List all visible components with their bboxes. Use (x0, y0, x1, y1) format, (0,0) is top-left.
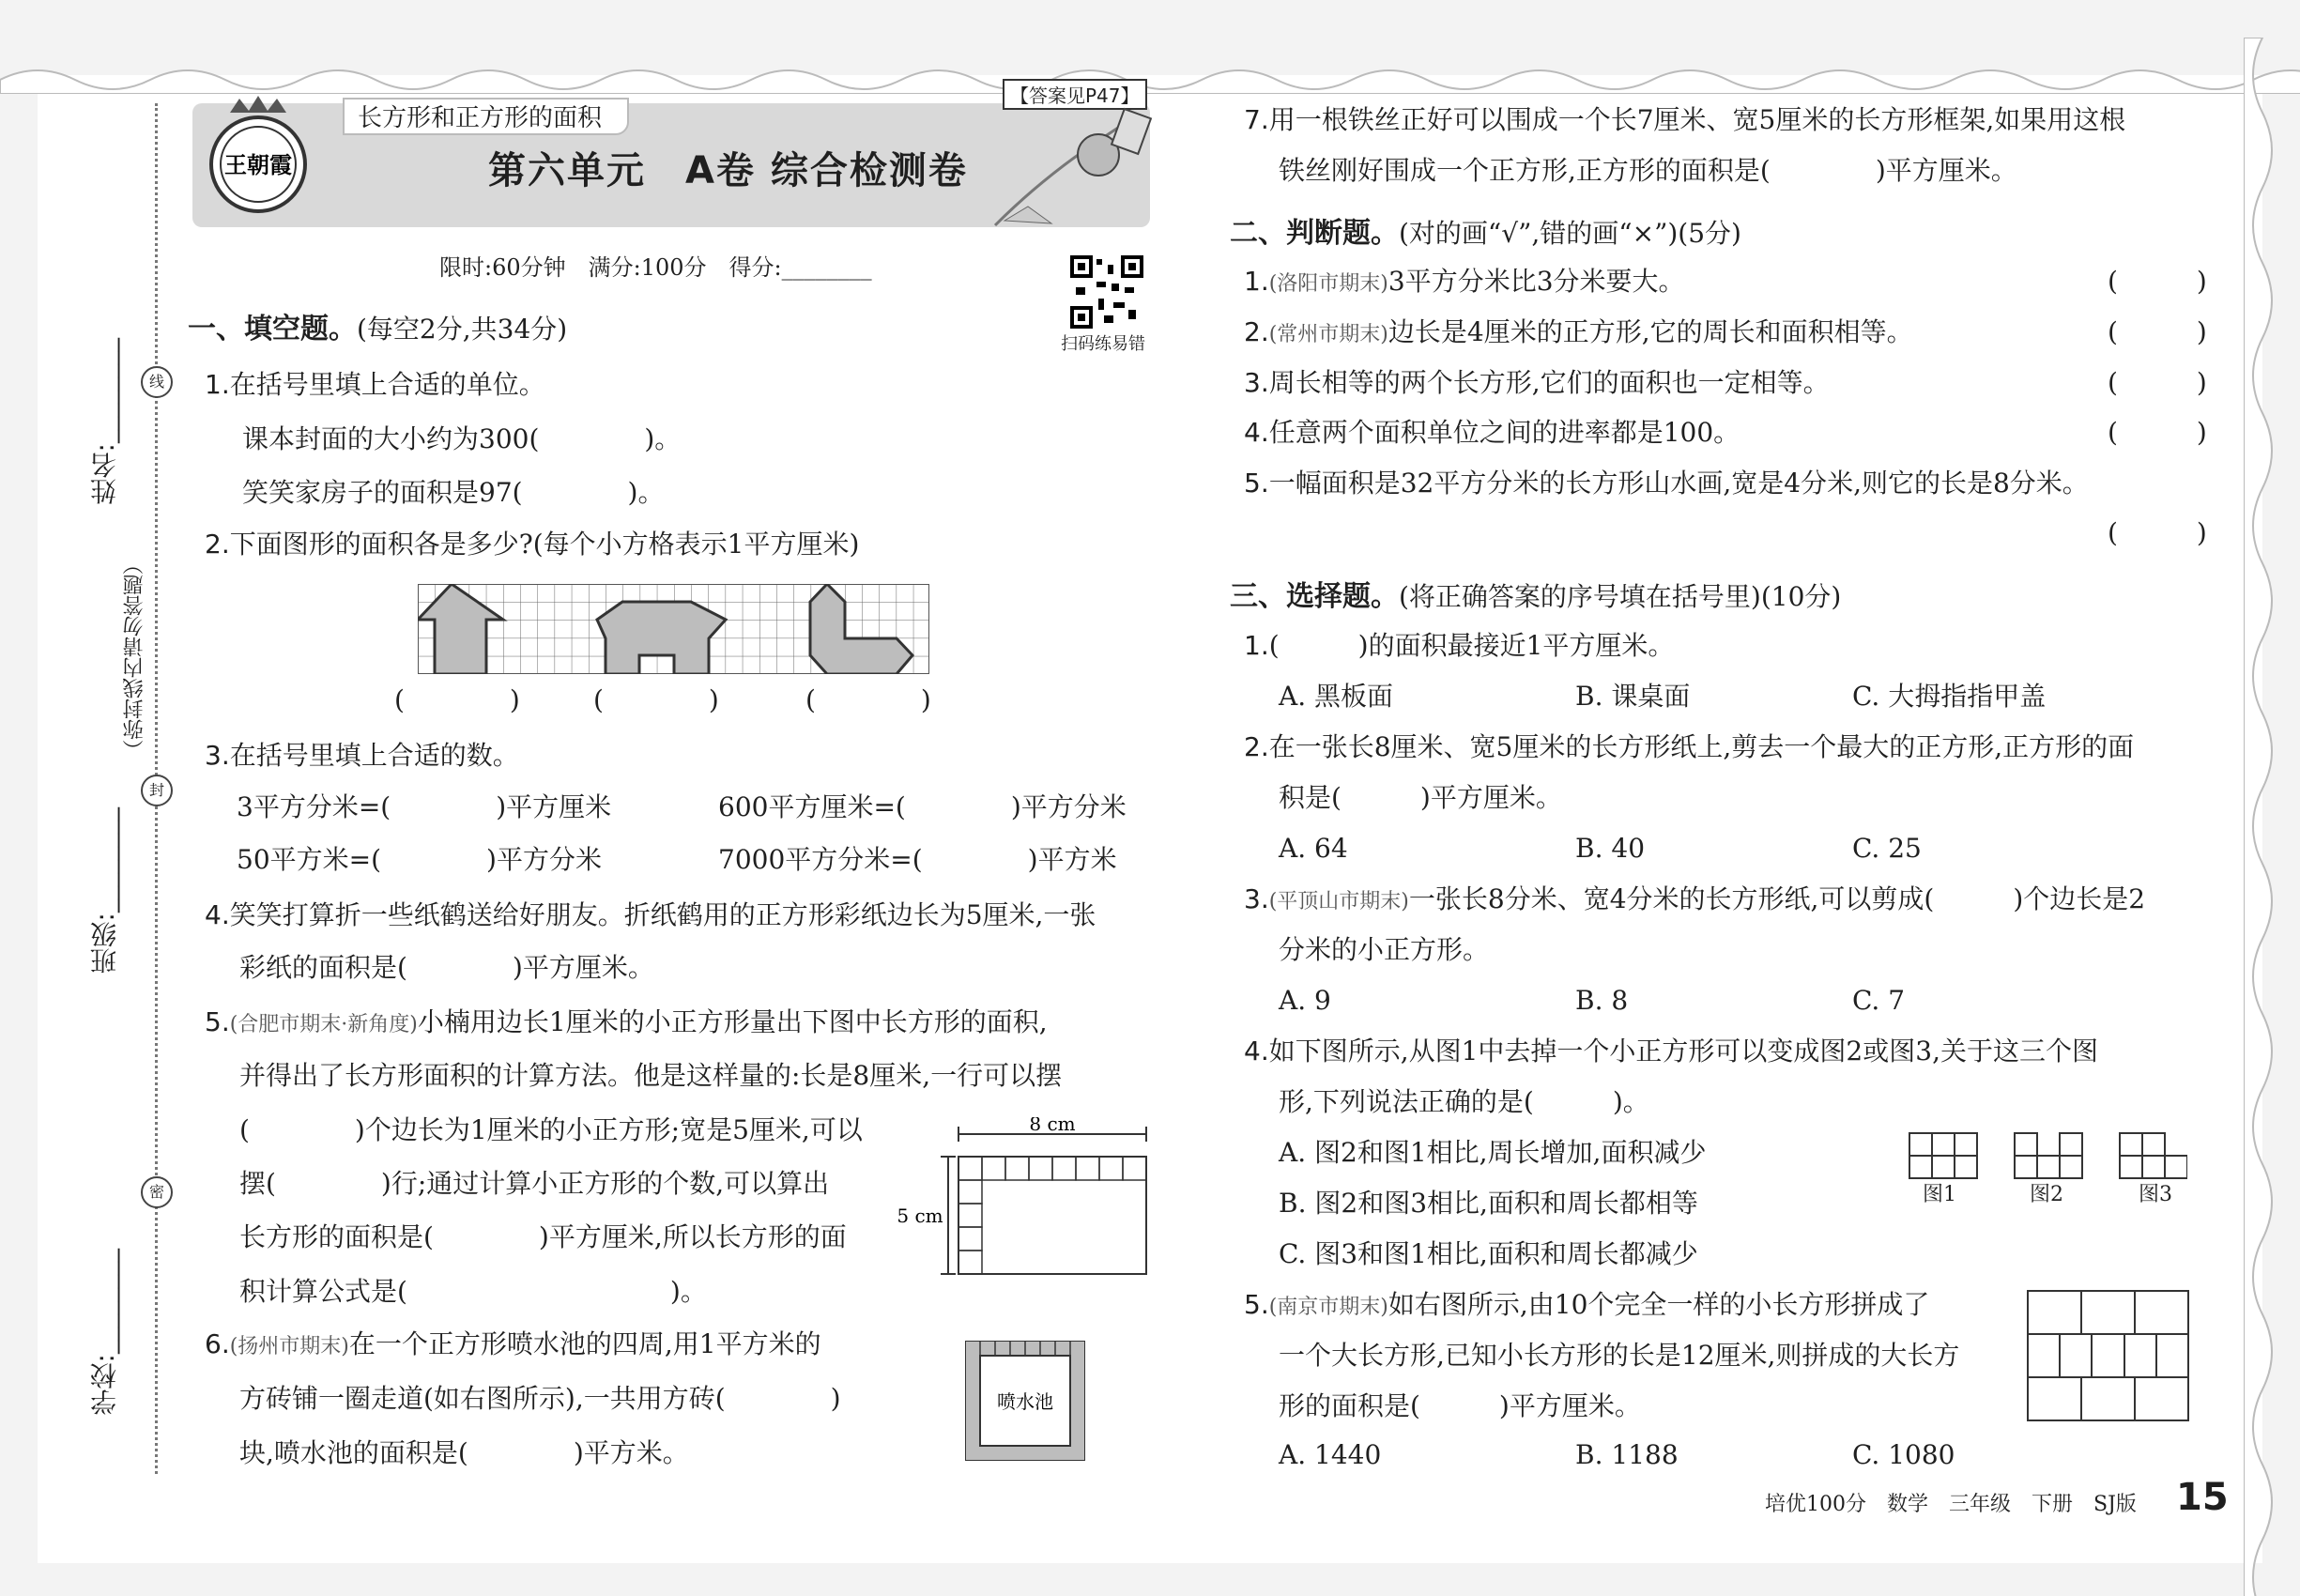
s2-item-3-text: 周长相等的两个长方形,它们的面积也一定相等。 (1268, 367, 1830, 398)
s3-q3-source: (平顶山市期末) (1268, 890, 1409, 913)
s2-item-1-answer[interactable]: ( ) (2108, 266, 2207, 297)
s3-q4-line2[interactable]: 形,下列说法正确的是( )。 (1279, 1086, 1649, 1117)
s1-q3-c[interactable]: 50平方米=( )平方分米 (237, 844, 602, 875)
s1-q5-text: 小楠用边长1厘米的小正方形量出下图中长方形的面积, (417, 1006, 1048, 1037)
s1-q6-line3[interactable]: 块,喷水池的面积是( )平方米。 (239, 1437, 689, 1468)
s1-q3-b[interactable]: 600平方厘米=( )平方分米 (718, 791, 1127, 822)
s1-q6-line2[interactable]: 方砖铺一圈走道(如右图所示),一共用方砖( ) (239, 1383, 841, 1414)
mascot-illustration (986, 103, 1155, 230)
s3-q4-num: 4. (1244, 1036, 1269, 1067)
s1-q6-fountain-figure (965, 1341, 1085, 1461)
s1-q2-blank-2[interactable]: ( ) (593, 684, 719, 715)
s3-q1-option-b[interactable]: B. 课桌面 (1575, 681, 1691, 712)
fig-top-label: 8 cm (1029, 1117, 1076, 1135)
s1-q6-source: (扬州市期末) (229, 1335, 349, 1358)
s1-q3-d[interactable]: 7000平方分米=( )平方米 (718, 844, 1117, 875)
section3-title: 三、选择题。 (1230, 580, 1399, 613)
s1-q3-num: 3. (205, 740, 230, 771)
s3-q3-line1 (1244, 882, 2145, 919)
s1-q2-text: 下面图形的面积各是多少?(每个小方格表示1平方厘米) (229, 529, 860, 560)
wavy-right-edge (2244, 38, 2300, 1596)
s2-item-3-num: 3. (1244, 367, 1269, 398)
s3-q5-tiling-figure (2026, 1289, 2190, 1422)
s3-q5-option-c[interactable]: C. 1080 (1852, 1439, 1955, 1470)
footer-series: 培优100分 数学 三年级 下册 SJ版 (1765, 1493, 2137, 1516)
s1-q1-text: 在括号里填上合适的单位。 (229, 369, 545, 400)
section2-note: (对的画“√”,错的画“×”)(5分) (1399, 218, 1741, 249)
s1-q4-line2[interactable]: 彩纸的面积是( )平方厘米。 (239, 952, 654, 983)
s1-q1 (205, 368, 545, 402)
s1-q7-text: 用一根铁丝正好可以围成一个长7厘米、宽5厘米的长方形框架,如果用这根 (1268, 104, 2126, 135)
s3-q3-option-c[interactable]: C. 7 (1852, 985, 1906, 1016)
s3-q5-source: (南京市期末) (1268, 1296, 1388, 1319)
s1-q6-num: 6. (205, 1328, 230, 1359)
s2-item-2 (1244, 315, 1913, 352)
s3-q1-text[interactable]: ( )的面积最接近1平方厘米。 (1268, 630, 1675, 661)
seal-mark-seal: 封 (141, 775, 173, 806)
fountain-label: 喷水池 (997, 1390, 1053, 1413)
s2-item-2-num: 2. (1244, 316, 1269, 347)
s1-q7-line1 (1244, 103, 2125, 137)
s3-q4-fig-label-3: 图3 (2139, 1183, 2172, 1206)
s1-q7-line2[interactable]: 铁丝刚好围成一个正方形,正方形的面积是( )平方厘米。 (1279, 155, 2017, 186)
figure-1 (1909, 1133, 1977, 1178)
unit-subtitle: 长方形和正方形的面积 (343, 98, 629, 135)
s3-q3-option-a[interactable]: A. 9 (1279, 985, 1331, 1016)
s2-item-4-text: 任意两个面积单位之间的进率都是100。 (1268, 417, 1740, 448)
s2-item-1 (1244, 265, 1685, 301)
s1-q3-a[interactable]: 3平方分米=( )平方厘米 (237, 791, 612, 822)
s3-q5-option-b[interactable]: B. 1188 (1575, 1439, 1679, 1470)
school-field-label: 学校:________ (89, 1249, 120, 1416)
section2-heading (1230, 216, 1741, 252)
s3-q1 (1244, 629, 1674, 663)
s2-item-5-answer[interactable]: ( ) (2108, 517, 2207, 548)
logo-text: 王朝霞 (224, 151, 292, 178)
s1-q2-num: 2. (205, 529, 230, 560)
s1-q4-line1 (205, 898, 1096, 932)
s2-item-1-num: 1. (1244, 266, 1269, 297)
s1-q1-b[interactable]: 笑笑家房子的面积是97( )。 (242, 477, 665, 508)
s1-q5-line5[interactable]: 长方形的面积是( )平方厘米,所以长方形的面 (239, 1221, 847, 1252)
fig-left-label: 5 cm (897, 1205, 943, 1227)
s3-q2-option-c[interactable]: C. 25 (1852, 833, 1922, 864)
section3-note: (将正确答案的序号填在括号里)(10分) (1399, 581, 1842, 612)
seal-mark-line: 线 (141, 366, 173, 398)
qr-caption: 扫码练易错 (1061, 334, 1145, 354)
section3-heading (1230, 579, 1841, 615)
s1-q5-line2: 并得出了长方形面积的计算方法。他是这样量的:长是8厘米,一行可以摆 (239, 1060, 1063, 1091)
s1-q1-num: 1. (205, 369, 230, 400)
s1-q4-text: 笑笑打算折一些纸鹤送给好朋友。折纸鹤用的正方形彩纸边长为5厘米,一张 (229, 899, 1096, 930)
s2-item-5-num: 5. (1244, 468, 1269, 499)
s2-item-1-text: 3平方分米比3分米要大。 (1388, 266, 1685, 297)
section1-note: (每空2分,共34分) (357, 314, 568, 345)
s3-q2-option-b[interactable]: B. 40 (1575, 833, 1646, 864)
wavy-top-edge (0, 38, 2300, 94)
s1-q6-line1 (205, 1327, 821, 1364)
s3-q5-line1 (1244, 1288, 1929, 1325)
seal-mark-secret: 密 (141, 1176, 173, 1208)
s2-item-2-text: 边长是4厘米的正方形,它的周长和面积相等。 (1388, 316, 1913, 347)
s3-q2-num: 2. (1244, 731, 1269, 762)
answer-reference: 【答案见P47】 (1003, 79, 1147, 110)
s3-q1-num: 1. (1244, 630, 1269, 661)
section1-title: 一、填空题。 (188, 313, 357, 345)
s3-q4-line1 (1244, 1035, 2098, 1068)
s3-q4-fig-label-2: 图2 (2030, 1183, 2063, 1206)
s3-q4-text: 如下图所示,从图1中去掉一个小正方形可以变成图2或图3,关于这三个图 (1268, 1036, 2098, 1067)
name-field-label: 姓名:________ (89, 338, 120, 505)
s1-q5-line1 (205, 1005, 1048, 1042)
s1-q4-num: 4. (205, 899, 230, 930)
s3-q5-option-a[interactable]: A. 1440 (1279, 1439, 1382, 1470)
s3-q5-text: 如右图所示,由10个完全一样的小长方形拼成了 (1388, 1289, 1930, 1320)
s3-q3-option-b[interactable]: B. 8 (1575, 985, 1629, 1016)
s3-q2-option-a[interactable]: A. 64 (1279, 833, 1348, 864)
section1-heading (188, 312, 567, 347)
s1-q5-rectangle-figure (892, 1117, 1155, 1281)
s1-q2-blank-1[interactable]: ( ) (394, 684, 520, 715)
s1-q5-line6[interactable]: 积计算公式是( )。 (239, 1276, 707, 1307)
s1-q2 (205, 528, 859, 561)
publisher-logo (207, 94, 310, 216)
s2-item-5-text: 一幅面积是32平方分米的长方形山水画,宽是4分米,则它的长是8分米。 (1268, 468, 2089, 499)
qr-code[interactable] (1070, 255, 1143, 329)
section2-title: 二、判断题。 (1230, 217, 1399, 250)
s1-q3 (205, 739, 519, 773)
s2-item-4-num: 4. (1244, 417, 1269, 448)
s1-q5-line4[interactable]: 摆( )行;通过计算小正方形的个数,可以算出 (239, 1168, 830, 1199)
s3-q4-option-b[interactable]: B. 图2和图3相比,面积和周长都相等 (1279, 1188, 1698, 1219)
s3-q5-num: 5. (1244, 1289, 1269, 1320)
s1-q5-num: 5. (205, 1006, 230, 1037)
s1-q1-a[interactable]: 课本封面的大小约为300( )。 (242, 423, 682, 454)
s2-item-2-answer[interactable]: ( ) (2108, 316, 2207, 347)
seal-note: （弥封线内请勿答题） (123, 554, 146, 760)
s2-item-3 (1244, 366, 1830, 400)
s3-q2-line2[interactable]: 积是( )平方厘米。 (1279, 782, 1562, 813)
page-number: 15 (2176, 1476, 2229, 1519)
figure-3 (2120, 1133, 2187, 1178)
s3-q4-option-a[interactable]: A. 图2和图1相比,周长增加,面积减少 (1279, 1137, 1707, 1168)
s3-q3-line2: 分米的小正方形。 (1279, 934, 1490, 965)
page-title: 第六单元 A卷 综合检测卷 (488, 149, 968, 192)
s3-q3-num: 3. (1244, 883, 1269, 914)
s1-q2-blank-3[interactable]: ( ) (805, 684, 931, 715)
s1-q7-num: 7. (1244, 104, 1269, 135)
s1-q5-line3[interactable]: ( )个边长为1厘米的小正方形;宽是5厘米,可以 (239, 1114, 863, 1145)
s3-q2-text: 在一张长8厘米、宽5厘米的长方形纸上,剪去一个最大的正方形,正方形的面 (1268, 731, 2135, 762)
s2-item-5 (1244, 467, 2089, 500)
s3-q5-line2: 一个大长方形,已知小长方形的长是12厘米,则拼成的大长方 (1279, 1340, 1960, 1371)
s3-q1-option-a[interactable]: A. 黑板面 (1279, 681, 1394, 712)
s2-item-1-source: (洛阳市期末) (1268, 272, 1388, 296)
s3-q2-line1 (1244, 730, 2134, 764)
s1-q3-text: 在括号里填上合适的数。 (229, 740, 519, 771)
s1-q2-grid-figure (418, 584, 929, 674)
s2-item-4 (1244, 416, 1740, 450)
s3-q4-fig-label-1: 图1 (1923, 1183, 1956, 1206)
figure-2 (2015, 1133, 2082, 1178)
s3-q3-text[interactable]: 一张长8分米、宽4分米的长方形纸,可以剪成( )个边长是2 (1408, 883, 2146, 914)
class-field-label: 班级:________ (89, 807, 120, 974)
s1-q6-text: 在一个正方形喷水池的四周,用1平方米的 (348, 1328, 821, 1359)
s3-q5-line3[interactable]: 形的面积是( )平方厘米。 (1279, 1390, 1641, 1421)
s3-q1-option-c[interactable]: C. 大拇指指甲盖 (1852, 681, 2047, 712)
test-limits[interactable]: 限时:60分钟 满分:100分 得分:________ (439, 254, 872, 281)
s2-item-4-answer[interactable]: ( ) (2108, 417, 2207, 448)
s1-q5-source: (合肥市期末·新角度) (229, 1013, 418, 1036)
s2-item-3-answer[interactable]: ( ) (2108, 367, 2207, 398)
s3-q4-option-c[interactable]: C. 图3和图1相比,面积和周长都减少 (1279, 1238, 1698, 1269)
s2-item-2-source: (常州市期末) (1268, 323, 1388, 346)
